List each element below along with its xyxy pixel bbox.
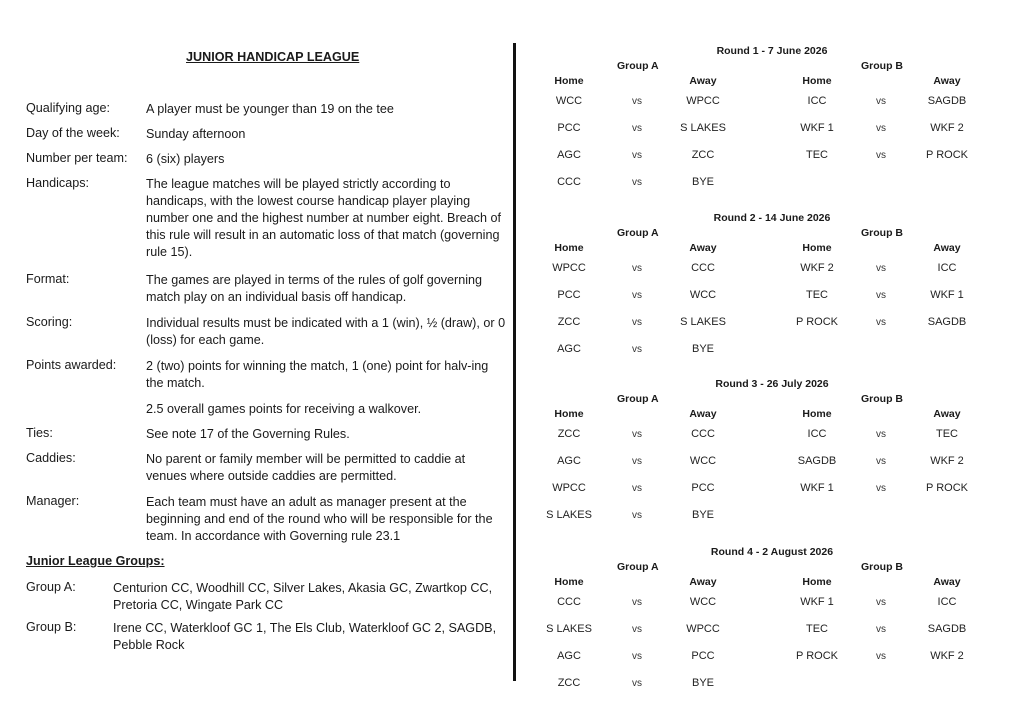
round-title: Round 3 - 26 July 2026	[715, 378, 829, 390]
away-header: Away	[689, 576, 717, 588]
away-team: WKF 2	[930, 455, 964, 467]
home-team: PCC	[557, 122, 581, 134]
away-team: WCC	[689, 596, 717, 608]
rule-label: Day of the week:	[26, 126, 120, 140]
rule-text: See note 17 of the Governing Rules.	[146, 427, 350, 441]
vs-label: vs	[876, 483, 886, 494]
home-team: ICC	[807, 428, 827, 440]
group-b-heading: Group B	[861, 227, 903, 239]
vs-label: vs	[876, 624, 886, 635]
rule-text: Sunday afternoon	[146, 127, 246, 141]
away-team: ZCC	[691, 149, 715, 161]
rule-text: No parent or family member will be permitted to caddie at venues where outside caddies are permitted.	[146, 452, 466, 483]
vs-label: vs	[632, 344, 642, 355]
away-team: CCC	[691, 428, 715, 440]
group-a-heading: Group A	[617, 60, 659, 72]
home-header: Home	[802, 576, 832, 588]
vs-label: vs	[876, 290, 886, 301]
vs-label: vs	[632, 123, 642, 134]
away-header: Away	[933, 576, 961, 588]
home-team: TEC	[806, 623, 828, 635]
away-team: WPCC	[686, 623, 720, 635]
home-team: SAGDB	[797, 455, 837, 467]
round-title: Round 2 - 14 June 2026	[713, 212, 831, 224]
vs-label: vs	[876, 597, 886, 608]
away-team: WCC	[689, 455, 717, 467]
vs-label: vs	[876, 96, 886, 107]
home-team: WPCC	[552, 482, 586, 494]
rule-label: Format:	[26, 272, 70, 286]
vs-label: vs	[632, 510, 642, 521]
away-header: Away	[689, 242, 717, 254]
vs-label: vs	[632, 678, 642, 689]
vs-label: vs	[876, 123, 886, 134]
home-team: CCC	[557, 596, 581, 608]
home-team: TEC	[806, 289, 828, 301]
rule-text: 2 (two) points for winning the match, 1 (one) point for halv-ing the match.	[146, 359, 489, 390]
home-team: WPCC	[552, 262, 586, 274]
group-a-heading: Group A	[617, 561, 659, 573]
group-b-heading: Group B	[861, 561, 903, 573]
vs-label: vs	[632, 651, 642, 662]
away-team: BYE	[691, 343, 714, 355]
away-team: S LAKES	[680, 316, 726, 328]
away-team: WCC	[689, 289, 717, 301]
rule-text: The games are played in terms of the rules of golf governing match play on an individual basis off handicap.	[146, 273, 483, 304]
home-header: Home	[802, 75, 832, 87]
groups-heading: Junior League Groups:	[26, 554, 165, 568]
home-team: TEC	[806, 149, 828, 161]
away-team: WPCC	[686, 95, 720, 107]
away-team: TEC	[936, 428, 958, 440]
home-team: AGC	[557, 650, 581, 662]
away-team: SAGDB	[927, 95, 967, 107]
home-team: WKF 2	[800, 262, 834, 274]
vs-label: vs	[632, 597, 642, 608]
rule-text: 6 (six) players	[146, 152, 225, 166]
home-header: Home	[802, 408, 832, 420]
round-title: Round 4 - 2 August 2026	[710, 546, 834, 558]
home-team: AGC	[557, 343, 581, 355]
home-team: S LAKES	[546, 509, 592, 521]
rule-text: 2.5 overall games points for receiving a walkover.	[146, 402, 422, 416]
rule-label: Qualifying age:	[26, 101, 111, 115]
vs-label: vs	[632, 150, 642, 161]
away-header: Away	[689, 75, 717, 87]
vs-label: vs	[632, 290, 642, 301]
away-team: BYE	[691, 509, 714, 521]
home-header: Home	[554, 408, 584, 420]
home-header: Home	[554, 576, 584, 588]
group-teams: Irene CC, Waterkloof GC 1, The Els Club, Waterkloof GC 2, SAGDB, Pebble Rock	[113, 621, 497, 652]
away-header: Away	[689, 408, 717, 420]
vs-label: vs	[876, 317, 886, 328]
vs-label: vs	[876, 150, 886, 161]
vs-label: vs	[632, 624, 642, 635]
vs-label: vs	[632, 96, 642, 107]
away-team: SAGDB	[927, 623, 967, 635]
vs-label: vs	[876, 263, 886, 274]
vs-label: vs	[876, 651, 886, 662]
home-team: ZCC	[557, 428, 581, 440]
vs-label: vs	[632, 177, 642, 188]
vs-label: vs	[632, 483, 642, 494]
away-header: Away	[933, 75, 961, 87]
away-team: WKF 2	[930, 122, 964, 134]
home-team: AGC	[557, 149, 581, 161]
round-title: Round 1 - 7 June 2026	[716, 45, 828, 57]
group-label: Group A:	[26, 580, 76, 594]
home-team: ZCC	[557, 677, 581, 689]
group-b-heading: Group B	[861, 393, 903, 405]
home-team: WKF 1	[800, 482, 834, 494]
group-b-heading: Group B	[861, 60, 903, 72]
vs-label: vs	[876, 429, 886, 440]
group-label: Group B:	[26, 620, 77, 634]
vs-label: vs	[876, 456, 886, 467]
rule-text: Each team must have an adult as manager present at the beginning and end of the round who will be responsible for the team. In accordance with Governing rule 23.1	[146, 495, 493, 543]
home-team: S LAKES	[546, 623, 592, 635]
home-team: WCC	[555, 95, 583, 107]
vs-label: vs	[632, 456, 642, 467]
rule-text: A player must be younger than 19 on the tee	[146, 102, 394, 116]
home-team: AGC	[557, 455, 581, 467]
away-team: S LAKES	[680, 122, 726, 134]
away-team: CCC	[691, 262, 715, 274]
page-title: JUNIOR HANDICAP LEAGUE	[186, 50, 360, 64]
home-team: P ROCK	[796, 316, 838, 328]
away-team: PCC	[691, 650, 715, 662]
away-team: PCC	[691, 482, 715, 494]
rule-label: Caddies:	[26, 451, 76, 465]
home-team: P ROCK	[796, 650, 838, 662]
rule-label: Points awarded:	[26, 358, 117, 372]
away-header: Away	[933, 242, 961, 254]
rule-label: Number per team:	[26, 151, 128, 165]
home-header: Home	[802, 242, 832, 254]
rule-label: Manager:	[26, 494, 80, 508]
rule-text: Individual results must be indicated with a 1 (win), ½ (draw), or 0 (loss) for each game.	[146, 316, 506, 347]
away-team: ICC	[937, 262, 957, 274]
vs-label: vs	[632, 317, 642, 328]
home-team: WKF 1	[800, 596, 834, 608]
away-team: P ROCK	[926, 149, 968, 161]
rule-label: Handicaps:	[26, 176, 90, 190]
vs-label: vs	[632, 429, 642, 440]
rule-label: Scoring:	[26, 315, 73, 329]
rule-text: The league matches will be played strictly according to handicaps, with the lowest course handicap player playing number one and the highest number at number eight. Breach of this rule will result in an automatic loss of that match (governing rule 15).	[146, 177, 501, 259]
home-team: ICC	[807, 95, 827, 107]
away-team: P ROCK	[926, 482, 968, 494]
column-divider	[513, 43, 516, 681]
away-team: BYE	[691, 176, 714, 188]
group-a-heading: Group A	[617, 393, 659, 405]
rule-label: Ties:	[26, 426, 53, 440]
away-team: BYE	[691, 677, 714, 689]
home-team: PCC	[557, 289, 581, 301]
group-a-heading: Group A	[617, 227, 659, 239]
away-team: ICC	[937, 596, 957, 608]
vs-label: vs	[632, 263, 642, 274]
away-header: Away	[933, 408, 961, 420]
home-team: ZCC	[557, 316, 581, 328]
home-team: WKF 1	[800, 122, 834, 134]
away-team: WKF 2	[930, 650, 964, 662]
home-header: Home	[554, 75, 584, 87]
home-team: CCC	[557, 176, 581, 188]
away-team: SAGDB	[927, 316, 967, 328]
away-team: WKF 1	[930, 289, 964, 301]
home-header: Home	[554, 242, 584, 254]
group-teams: Centurion CC, Woodhill CC, Silver Lakes, Akasia GC, Zwartkop CC, Pretoria CC, Wingate Park CC	[113, 581, 493, 612]
